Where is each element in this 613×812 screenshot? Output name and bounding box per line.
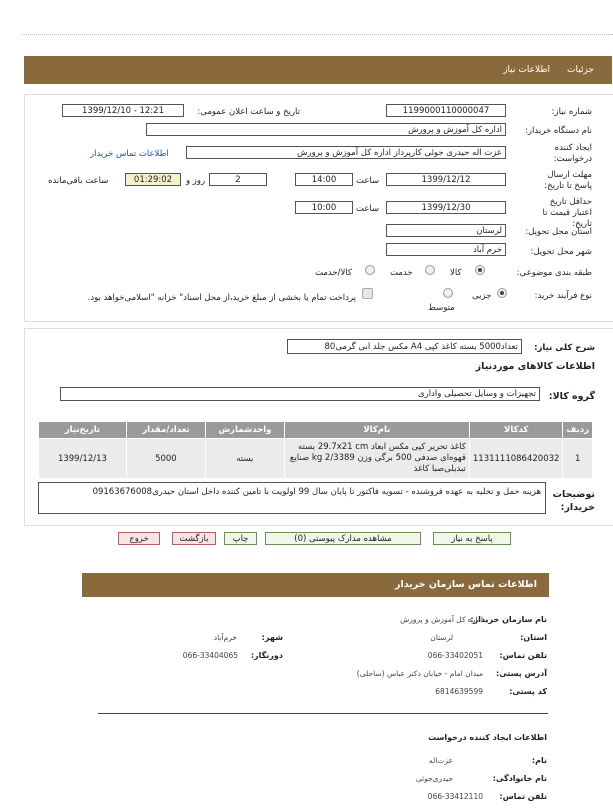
treasury-payment-checkbox[interactable] (362, 288, 373, 299)
creator-family-value: حیدری‌جوئی (415, 774, 453, 783)
contact-address-label: آدرس پستی: (496, 669, 547, 678)
days-field: 2 (209, 173, 267, 186)
category-service-radio[interactable] (425, 265, 435, 275)
col-row: ردیف (563, 422, 593, 439)
tab-details[interactable]: جزئیات (567, 65, 594, 75)
goods-table (38, 421, 593, 479)
contact-fax-value: 066-33404065 (182, 651, 238, 660)
buyer-notes-label: توضیحات خریدار: (552, 489, 595, 513)
need-number-field: 1199000110000047 (386, 104, 506, 117)
col-unit: واحدشمارش (205, 422, 284, 439)
validity-date-field: 1399/12/30 (386, 201, 506, 214)
announce-date-label: تاریخ و ساعت اعلان عمومی: (197, 107, 300, 117)
contact-province-label: استان: (520, 633, 547, 642)
reply-deadline-label: مهلت ارسال پاسخ تا تاریخ: (544, 170, 592, 191)
validity-time-field: 10:00 (295, 201, 353, 214)
contact-org-label: نام سازمان خریدار: (470, 615, 547, 624)
buyer-notes-field: هزینه حمل و تخلیه به عهده فروشنده - تسویه فاکتور تا پایان سال 99 اولویت با تامین کننده داخل استان حیدری09163676008 (38, 482, 546, 514)
reply-time-field: 14:00 (295, 173, 353, 186)
validity-time-label: ساعت (356, 204, 380, 214)
city-field: خرم آباد (386, 243, 506, 256)
contact-fax-label: دورنگار: (250, 651, 283, 660)
print-button[interactable]: چاپ (224, 532, 257, 545)
tab-need-info[interactable]: اطلاعات نیاز (503, 65, 550, 75)
creator-field: عزت اله حیدری جوئی کارپرداز اداره کل آموزش و پرورش (186, 146, 506, 159)
creator-info-title: اطلاعات ایجاد کننده درخواست (428, 733, 547, 742)
province-label: استان محل تحویل: (525, 227, 592, 237)
contact-phone-value: 066-33402051 (427, 651, 483, 660)
category-goods-service-radio[interactable] (365, 265, 375, 275)
category-goods-radio[interactable] (475, 265, 485, 275)
col-qty: تعداد/مقدار (126, 422, 205, 439)
contact-address-value: میدان امام - خیابان دکتر عباس (ساحلی) (356, 669, 483, 678)
goods-group-field: تجهیزات و وسایل تحصیلی واداری (60, 387, 540, 401)
cell-unit: بسته (205, 439, 284, 479)
contact-header (82, 573, 549, 597)
process-medium-radio[interactable] (443, 288, 453, 298)
category-goods-label: کالا (450, 268, 462, 278)
general-desc-field: تعداد5000 بسته کاغذ کپی A4 مکس جلد ابی گرمی80 (287, 339, 522, 354)
exit-button[interactable]: خروج (118, 532, 160, 545)
contact-title: اطلاعات تماس سازمان خریدار (394, 579, 537, 590)
cell-row: 1 (563, 439, 593, 479)
cell-code: 1131111086420032 (469, 439, 563, 479)
col-name: نام‌کالا (284, 422, 469, 439)
goods-info-title: اطلاعات کالاهای موردنیاز (475, 361, 595, 372)
contact-province-value: لرستان (430, 633, 453, 642)
goods-group-label: گروه کالا: (548, 391, 595, 402)
contact-city-label: شهر: (261, 633, 283, 642)
days-label: روز و (186, 176, 206, 186)
remaining-time-label: ساعت باقی‌مانده (48, 176, 109, 186)
buyer-org-field: اداره کل آموزش و پرورش (146, 123, 506, 136)
reply-date-field: 1399/12/12 (386, 173, 506, 186)
creator-phone-label: تلفن تماس: (499, 792, 547, 801)
table-header-row (39, 422, 593, 439)
creator-name-value: عزت‌اله (428, 756, 453, 765)
cell-qty: 5000 (126, 439, 205, 479)
process-label: نوع فرآیند خرید: (534, 291, 592, 301)
process-minor-radio[interactable] (497, 288, 507, 298)
creator-name-label: نام: (531, 756, 547, 765)
contact-postal-value: 6814639599 (435, 687, 483, 696)
remaining-time-field: 01:29:02 (125, 173, 181, 186)
cell-date: 1399/12/13 (39, 439, 127, 479)
province-field: لرستان (386, 224, 506, 237)
attachments-button[interactable]: مشاهده مدارک پیوستی (0) (265, 532, 421, 545)
table-row (39, 439, 593, 479)
col-date: تاریخ‌نیاز (39, 422, 127, 439)
col-code: کدکالا (469, 422, 563, 439)
page-header (24, 56, 612, 84)
min-validity-label: حداقل تاریخ اعتبار قیمت تا تاریخ: (542, 197, 592, 229)
creator-phone-value: 066-33412110 (427, 792, 483, 801)
contact-phone-label: تلفن تماس: (499, 651, 547, 660)
reply-time-label: ساعت (356, 176, 380, 186)
need-number-label: شماره نیاز: (551, 107, 592, 117)
general-desc-label: شرح کلی نیاز: (534, 343, 595, 353)
contact-divider (98, 713, 548, 714)
process-medium-label: متوسط (428, 303, 455, 313)
creator-label: ایجاد کننده درخواست: (553, 143, 592, 164)
contact-postal-label: کد پستی: (509, 687, 547, 696)
back-button[interactable]: بازگشت (172, 532, 216, 545)
announce-date-field: 1399/12/10 - 12:21 (62, 104, 184, 117)
contact-city-value: خرم‌آباد (213, 633, 237, 642)
city-label: شهر محل تحویل: (530, 247, 592, 257)
buyer-org-label: نام دستگاه خریدار: (525, 126, 592, 136)
category-label: طبقه بندی موضوعی: (516, 268, 592, 278)
category-service-label: خدمت (390, 268, 413, 278)
buyer-contact-link[interactable]: اطلاعات تماس خریدار (90, 149, 169, 159)
treasury-payment-note: پرداخت تمام یا بخشی از مبلغ خرید،از محل اسناد" خزانه "اسلامی‌خواهد بود. (87, 293, 356, 303)
category-goods-service-label: کالا/خدمت (315, 268, 352, 278)
cell-name: کاغذ تحریر کپی مکس ابعاد 29.7x21 cm بسته قهوه‌ای صدفی 500 برگی وزن 2/3389 kg صنایع تبدیلی‌صبا کاغذ (284, 439, 469, 479)
reply-button[interactable]: پاسخ به نیاز (433, 532, 511, 545)
contact-org-value: اداره کل آموزش و پرورش (400, 615, 483, 624)
creator-family-label: نام خانوادگی: (492, 774, 547, 783)
process-minor-label: جزیی (472, 291, 492, 301)
top-divider (22, 34, 613, 35)
